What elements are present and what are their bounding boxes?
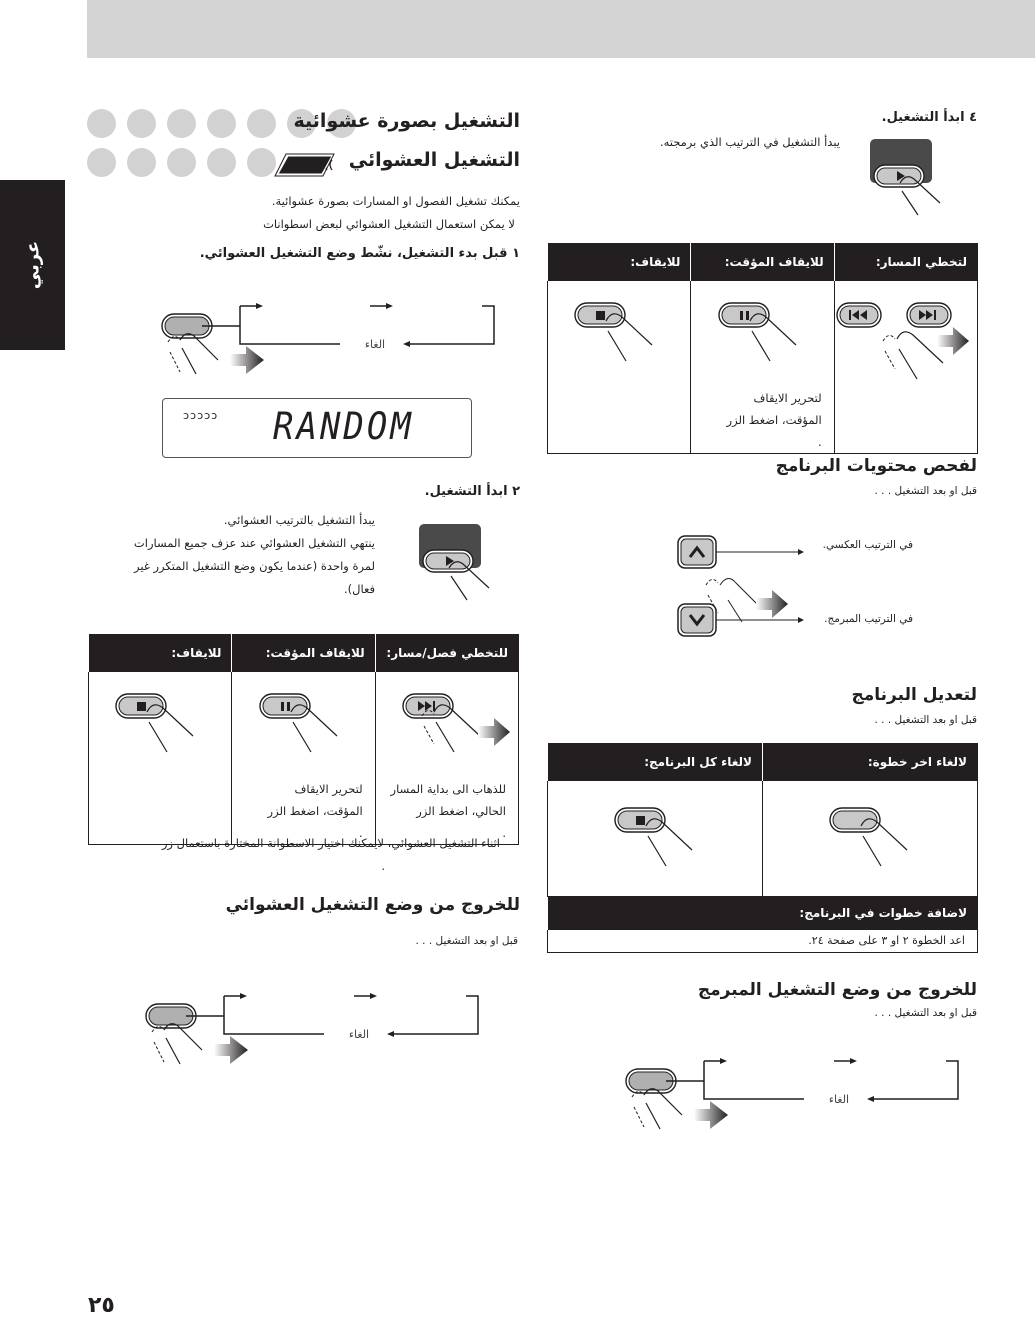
decorative-circle (167, 148, 196, 177)
decorative-circle (247, 109, 276, 138)
note-text (162, 832, 500, 878)
exit-random-diagram (144, 988, 484, 1072)
exit-program-diagram (624, 1053, 964, 1137)
header-skip: لتخطي المسار: (834, 244, 977, 281)
stop-button-illustration (548, 786, 762, 892)
step-2: ٢ ابدأ التشغيل. (424, 484, 520, 499)
add-steps-text: اعد الخطوة ٢ او ٣ على صفحة ٢٤. (548, 930, 978, 953)
header-stop: للايقاف: (548, 244, 691, 281)
up-button-icon (678, 536, 716, 568)
decorative-circle (127, 148, 156, 177)
header-add-steps: لاضافة خطوات في البرنامج: (548, 897, 978, 930)
display-text: RANDOM (273, 405, 414, 449)
decorative-circle (87, 109, 116, 138)
stop-button-illustration (548, 281, 690, 387)
text-line: لمرة واحدة (عندما يكون وضع التشغيل المتكرر غير (134, 559, 375, 573)
header-skip: للتخطي فصل/مسار: (375, 635, 518, 672)
caption: المؤقت، اضغط الزر (726, 413, 822, 427)
random-controls-table (88, 634, 519, 845)
reverse-order-label: في الترتيب العكسي. (822, 539, 913, 551)
cancel-label: الغاء (364, 338, 386, 351)
step-2-text (134, 509, 375, 601)
exit-random-sub: قبل او بعد التشغيل . . . (415, 935, 518, 947)
stop-button-illustration (89, 672, 231, 778)
cancel-label: الغاء (828, 1093, 850, 1106)
step-4-text: يبدأ التشغيل في الترتيب الذي برمجته. (659, 135, 840, 149)
modify-program-sub: قبل او بعد التشغيل . . . (874, 714, 977, 726)
language-tab-label: عربي (22, 240, 43, 290)
header-band (87, 0, 1035, 58)
intro-line-1: يمكنك تشغيل الفصول او المسارات بصورة عشوائية. (271, 194, 520, 208)
modify-program-heading: لتعديل البرنامج (851, 685, 977, 705)
decorative-circle (127, 109, 156, 138)
play-button-illustration (415, 522, 495, 606)
exit-program-heading: للخروج من وضع التشغيل المبرمج (697, 980, 977, 1000)
decorative-circle (207, 148, 236, 177)
remote-signal-icon (270, 152, 360, 182)
down-button-icon (678, 604, 716, 636)
decorative-circle (87, 148, 116, 177)
caption: . (359, 826, 363, 840)
program-controls-table (547, 243, 978, 454)
cancel-button-illustration (763, 786, 977, 892)
exit-program-sub: قبل او بعد التشغيل . . . (874, 1007, 977, 1019)
text-line: ينتهي التشغيل العشوائي عند عزف جميع المسارات (133, 536, 375, 550)
pause-button-illustration (691, 281, 833, 387)
next-button-illustration (376, 672, 518, 778)
text-line: فعال). (343, 582, 375, 596)
section-subtitle: التشغيل العشوائي (348, 149, 520, 171)
caption: . (502, 826, 506, 840)
header-pause: للايقاف المؤقت: (691, 244, 834, 281)
pause-button-illustration (232, 672, 374, 778)
header-cancel-all: لالغاء كل البرنامج: (548, 744, 763, 781)
caption: . (818, 435, 822, 449)
page-number: ٢٥ (88, 1293, 115, 1318)
check-program-heading: لفحص محتويات البرنامج (775, 456, 977, 476)
caption: المؤقت، اضغط الزر (267, 804, 363, 818)
intro-line-2: لا يمكن استعمال التشغيل العشوائي لبعض اسطوانات (263, 217, 515, 231)
skip-buttons-illustration (835, 281, 977, 387)
disc-indicators: ↄↄↄↄↄ (183, 409, 219, 422)
note-line: . (381, 859, 385, 873)
note-line: اثناء التشغيل العشوائي، لايمكنك اختيار الاسطوانة المختارة باستعمال زر (161, 836, 500, 850)
caption: للذهاب الى بداية المسار (390, 782, 506, 796)
lcd-display (162, 398, 472, 458)
caption: لتحرير الايقاف (753, 391, 822, 405)
section-title: التشغيل بصورة عشوائية (293, 110, 520, 132)
step-4: ٤ ابدأ التشغيل. (881, 110, 977, 125)
decorative-circle (167, 109, 196, 138)
exit-random-heading: للخروج من وضع التشغيل العشوائي (225, 895, 520, 915)
modify-program-table (547, 743, 978, 953)
play-button-illustration (866, 137, 946, 221)
caption: لتحرير الايقاف (294, 782, 363, 796)
step-1: ١ قبل بدء التشغيل، نشّط وضع التشغيل العشوائي. (199, 246, 520, 261)
decorative-circle (207, 109, 236, 138)
caption: الحالي، اضغط الزر (416, 804, 506, 818)
header-pause: للايقاف المؤقت: (232, 635, 375, 672)
cancel-label: الغاء (348, 1028, 370, 1041)
up-down-diagram (670, 530, 840, 649)
language-tab (0, 180, 65, 350)
header-cancel-last: لالغاء اخر خطوة: (763, 744, 978, 781)
text-line: يبدأ التشغيل بالترتيب العشوائي. (223, 513, 375, 527)
header-stop: للايقاف: (89, 635, 232, 672)
forward-order-label: في الترتيب المبرمج. (824, 613, 913, 625)
check-program-sub: قبل او بعد التشغيل . . . (874, 485, 977, 497)
random-cycle-diagram (160, 298, 500, 382)
